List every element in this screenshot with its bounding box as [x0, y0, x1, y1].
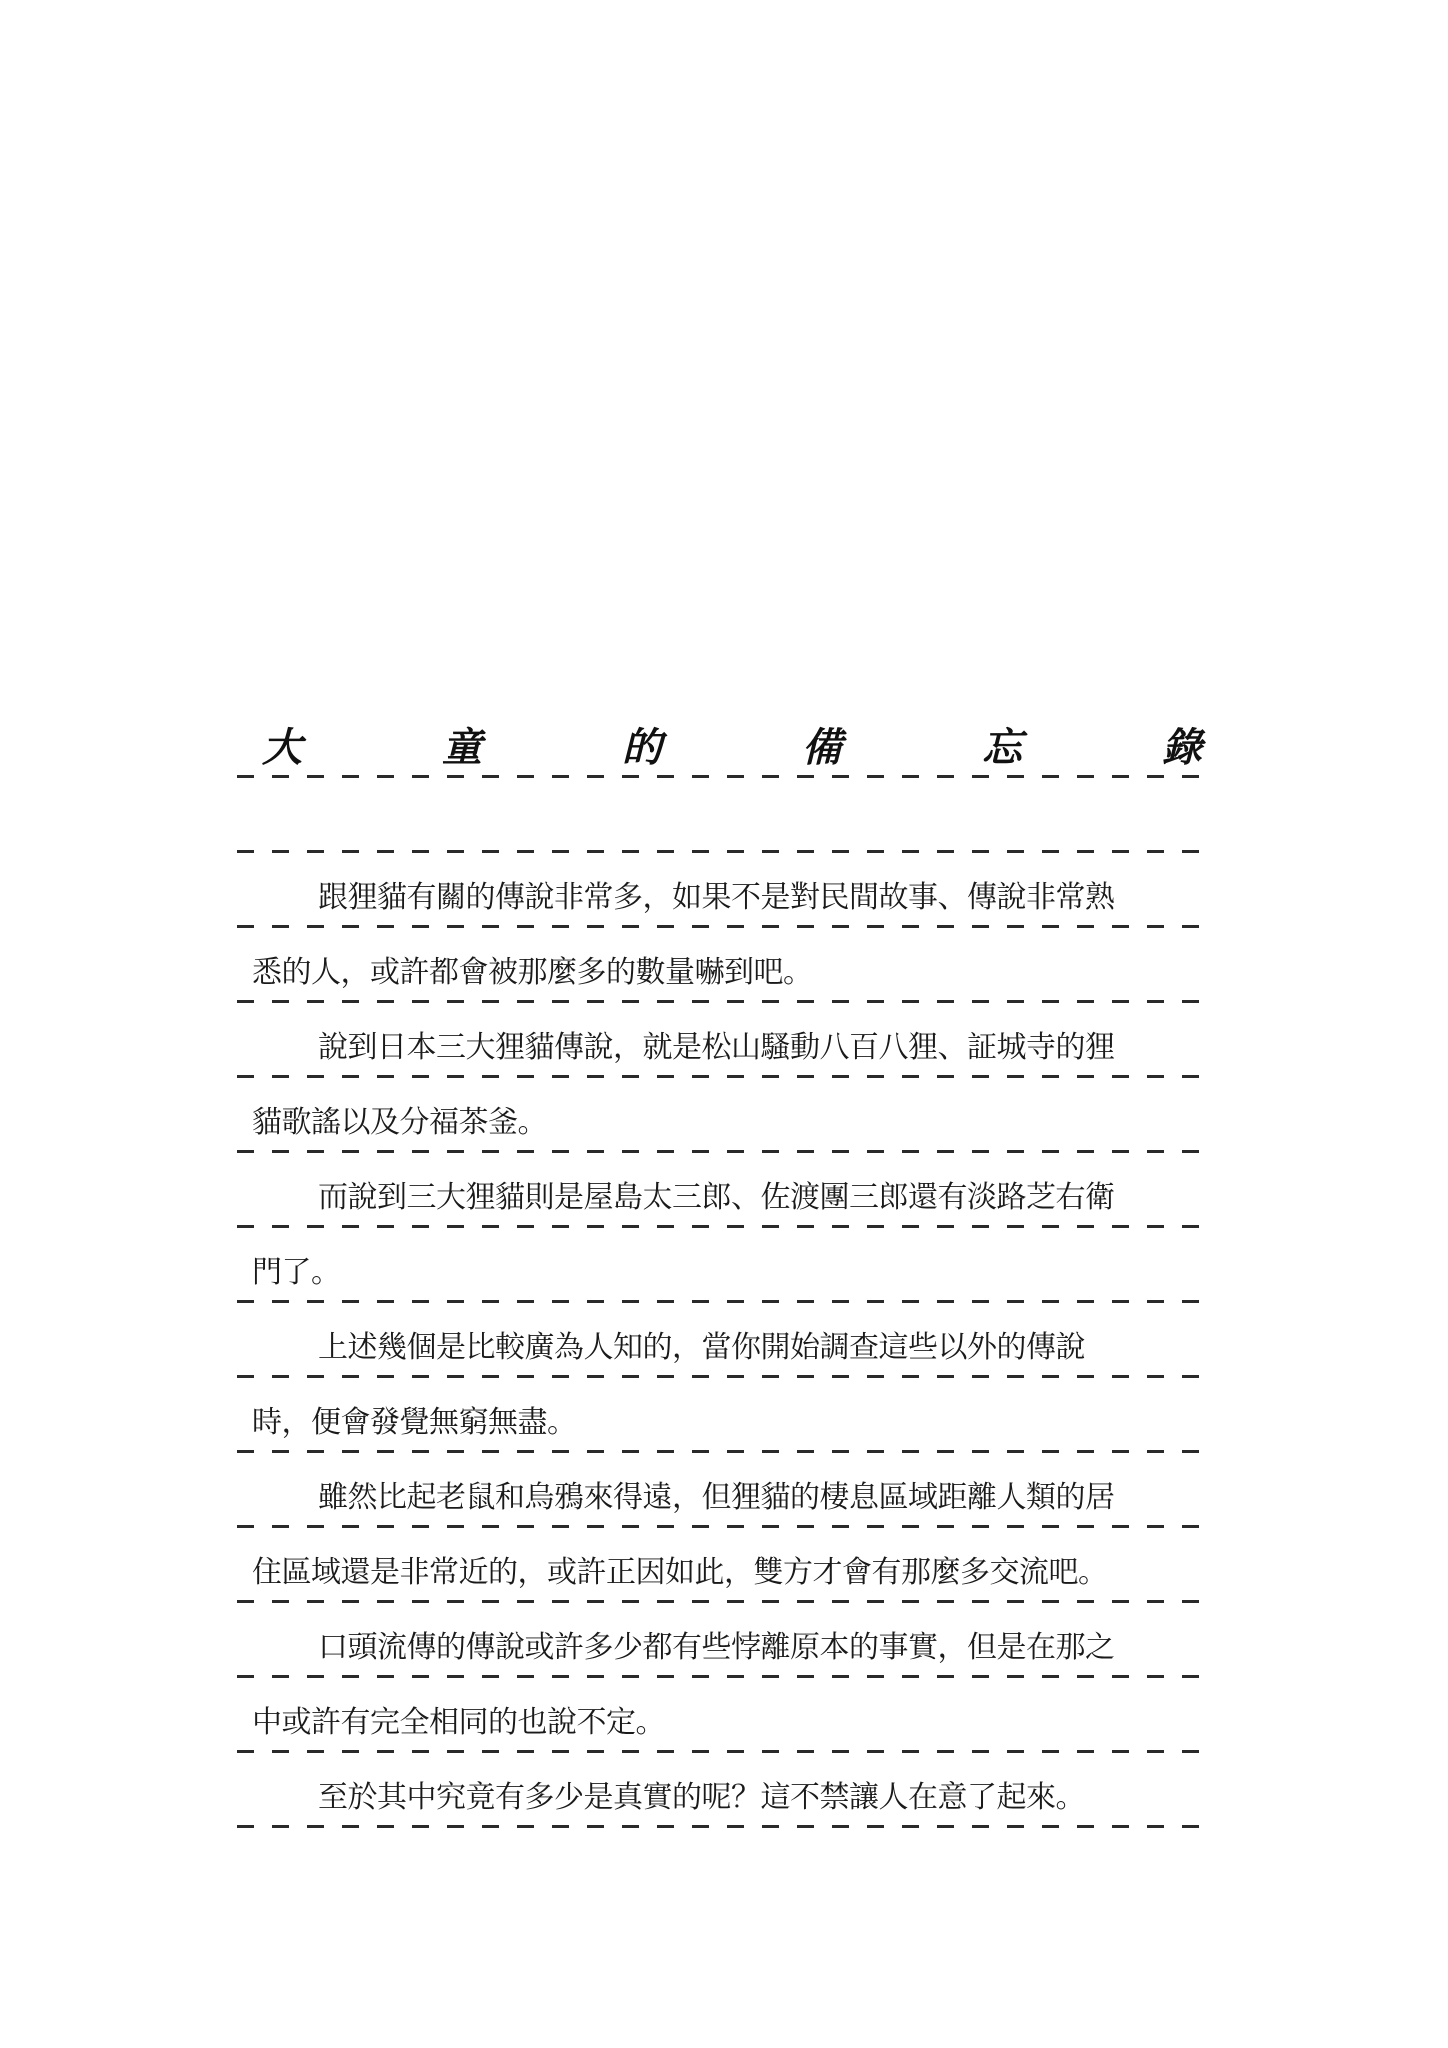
ruled-line	[237, 1300, 1217, 1303]
ruled-line	[237, 1450, 1217, 1453]
ruled-line	[237, 1825, 1217, 1828]
ruled-line	[237, 1750, 1217, 1753]
ruled-line	[237, 1600, 1217, 1603]
ruled-line	[237, 925, 1217, 928]
ruled-line	[237, 1375, 1217, 1378]
body-text-line: 至於其中究竟有多少是真實的呢？這不禁讓人在意了起來。	[318, 1780, 1085, 1815]
body-text-line: 悉的人，或許都會被那麼多的數量嚇到吧。	[252, 955, 813, 990]
body-text-line: 跟狸貓有關的傳說非常多，如果不是對民間故事、傳說非常熟	[318, 880, 1115, 915]
ruled-line	[237, 775, 1217, 778]
title-char: 童	[442, 725, 482, 771]
ruled-line	[237, 1675, 1217, 1678]
body-text-line: 門了。	[252, 1255, 341, 1290]
title-char: 錄	[1162, 725, 1202, 771]
page-title	[262, 718, 1202, 771]
body-text-line: 貓歌謠以及分福茶釜。	[252, 1105, 547, 1140]
body-text-line: 中或許有完全相同的也說不定。	[252, 1705, 665, 1740]
ruled-line	[237, 1525, 1217, 1528]
body-text-line: 時，便會發覺無窮無盡。	[252, 1405, 577, 1440]
body-text-line: 而說到三大狸貓則是屋島太三郎、佐渡團三郎還有淡路芝右衛	[318, 1180, 1115, 1215]
title-char: 的	[622, 725, 662, 771]
body-text-line: 雖然比起老鼠和烏鴉來得遠，但狸貓的棲息區域距離人類的居	[318, 1480, 1115, 1515]
body-text-line: 上述幾個是比較廣為人知的，當你開始調查這些以外的傳說	[318, 1330, 1085, 1365]
body-text-line: 住區域還是非常近的，或許正因如此，雙方才會有那麼多交流吧。	[252, 1555, 1108, 1590]
body-text-line: 口頭流傳的傳說或許多少都有些悖離原本的事實，但是在那之	[318, 1630, 1115, 1665]
ruled-line	[237, 1000, 1217, 1003]
title-char: 大	[262, 725, 302, 771]
ruled-line	[237, 1075, 1217, 1078]
title-char: 備	[802, 725, 842, 771]
ruled-line	[237, 1150, 1217, 1153]
title-char: 忘	[982, 725, 1022, 771]
ruled-line	[237, 850, 1217, 853]
ruled-line	[237, 1225, 1217, 1228]
body-text-line: 說到日本三大狸貓傳說，就是松山騷動八百八狸、証城寺的狸	[318, 1030, 1115, 1065]
